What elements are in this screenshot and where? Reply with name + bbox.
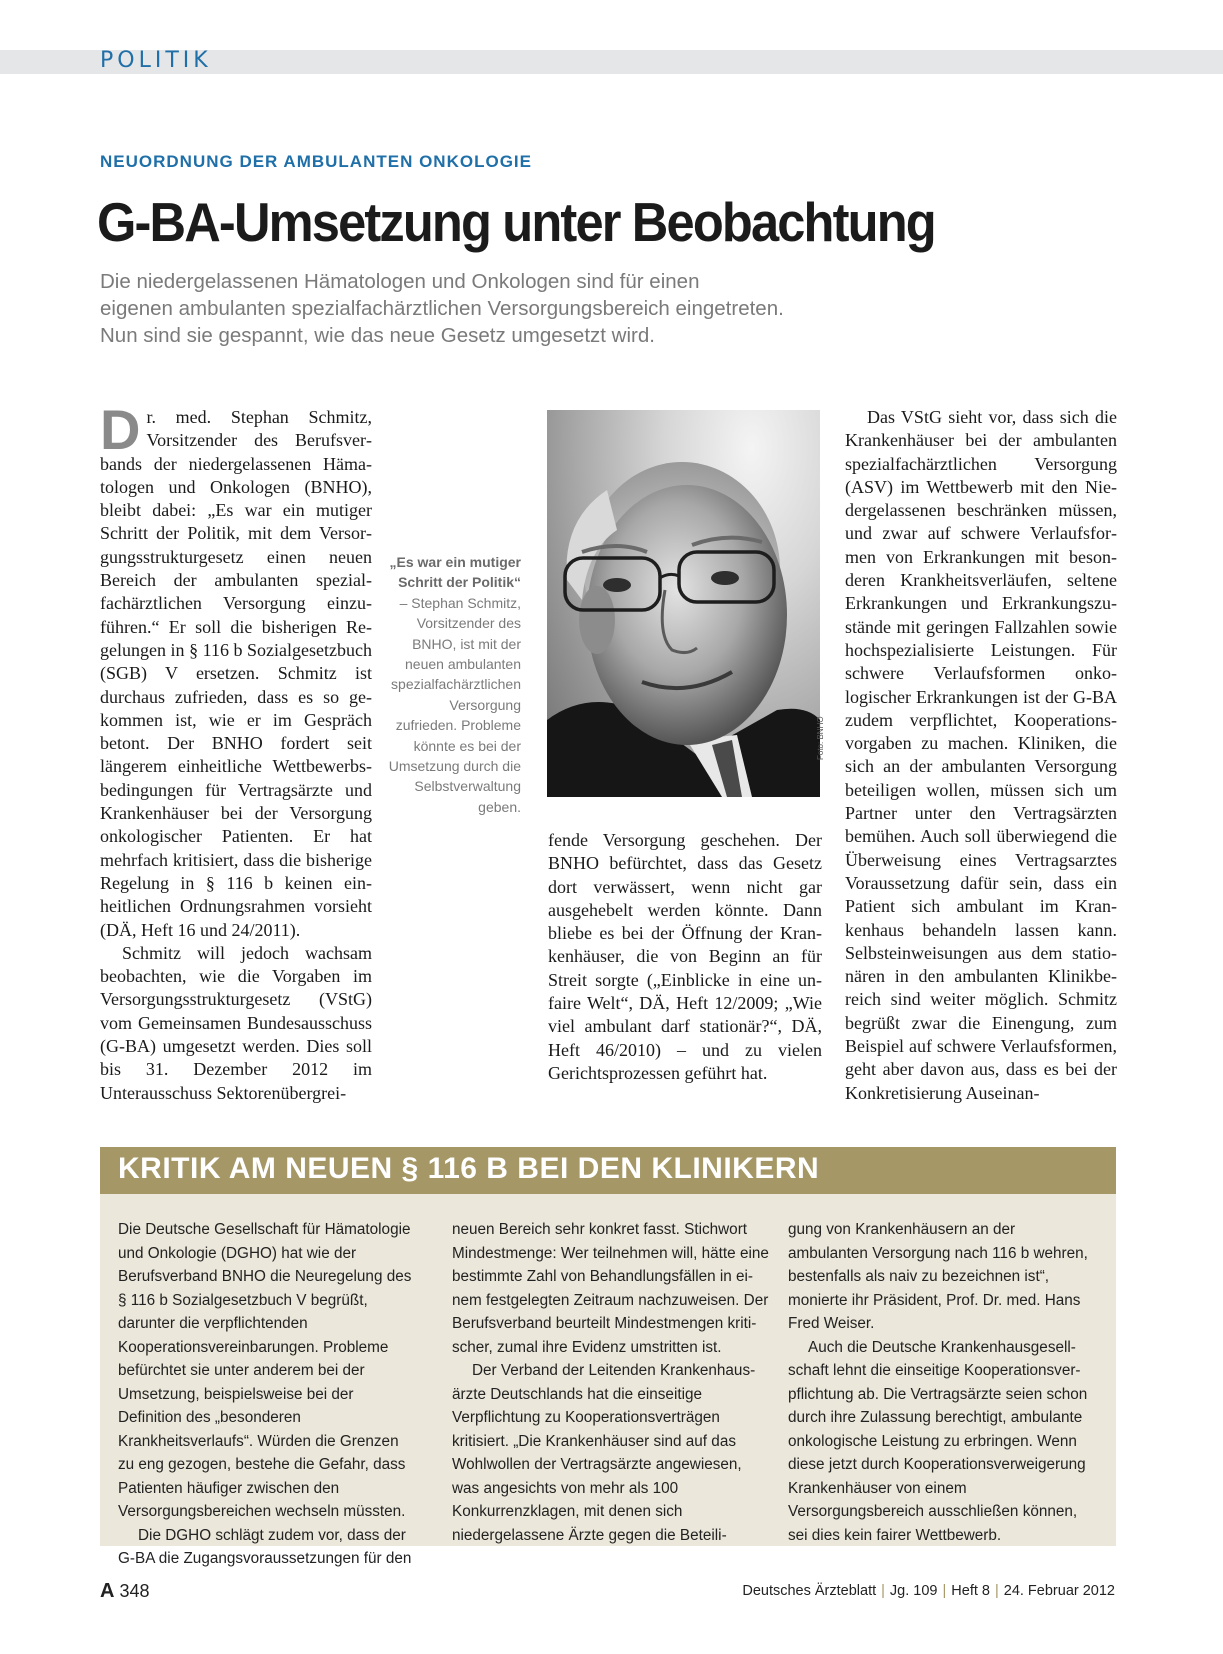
article-lead: Die niedergelassenen Hämatologen und Onkologen sind für einen eigenen ambulanten spezialfachärztlichen Versorgungsbereich eingetreten. Nun sind sie gespannt, wie das neue Gesetz umgesetzt wird.: [100, 270, 784, 347]
box-paragraph: Die DGHO schlägt zudem vor, dass der G-BA die Zugangsvoraussetzungen für den: [118, 1526, 412, 1567]
box-paragraph: Die Deutsche Gesellschaft für Hämatologie und Onkologie (DGHO) hat wie der Berufsverband BNHO die Neuregelung des § 116 b Sozialgesetzbuch V begrüßt, darunter die verpflichtenden Kooperationsvereinbarungen. Probleme befürchtet sie unter anderem bei der Umsetzung, beispielsweise bei der Definition des „besonderen Krankheitsverlaufs“. Würden die Grenzen zu eng gezogen, bestehe die Gefahr, dass Patienten häufiger zwischen den Versorgungsbereichen wechseln müssten.: [118, 1221, 412, 1520]
box-column-2: [452, 1218, 770, 1547]
photo-credit: Foto: BNHO: [816, 716, 825, 760]
article-column-1: [100, 398, 372, 1105]
box-paragraph: neuen Bereich sehr konkret fasst. Stichwort Mindestmenge: Wer teilnehmen will, hätte eine bestimmte Zahl von Behandlungsfällen in einem festgelegten Zeitraum nachzuweisen. Der Berufsverband beurteilt Mindestmengen kritischer, zumal ihre Evidenz umstritten ist.: [452, 1221, 769, 1356]
photo-caption: [388, 552, 521, 817]
page-prefix: A: [100, 1580, 115, 1602]
caption-text: – Stephan Schmitz, Vorsitzender des BNHO, ist mit der neuen ambulanten spezialfachärztlichen Versorgung zufrieden. Probleme könnte es bei der Umsetzung durch die Selbstverwaltung geben.: [388, 594, 521, 815]
article-column-2: [548, 829, 822, 1085]
paragraph-1-text: r. med. Stephan Schmitz, Vorsitzender des Berufsverbands der niedergelassenen Hämatologen und Onkologen (BNHO), bleibt dabei: „Es war ein mutiger Schritt der Politik, mit dem Versorgungsstrukturgesetz einen neuen Bereich der ambulanten spezialfachärztlichen Versorgung einzuführen.“ Er soll die bisherigen Regelungen in § 116 b Sozialgesetzbuch (SGB) V ersetzen. Schmitz ist durchaus zufrieden, dass es so gekommen ist, wie er im Gespräch betont. Der BNHO fordert seit längerem einheitliche Wettbewerbsbedingungen für Vertragsärzte und Krankenhäuser bei der Versorgung onkologischer Patienten. Er hat mehrfach kritisiert, dass die bisherige Regelung in § 116 b keinen einheitlichen Ordnungsrahmen vorsieht (DÄ, Heft 16 und 24/2011).: [100, 407, 372, 940]
box-paragraph: gung von Krankenhäusern an der ambulanten Versorgung nach 116 b wehren, bestenfalls als naiv zu bezeichnen ist“, monierte ihr Präsident, Prof. Dr. med. Hans Fred Weiser.: [788, 1221, 1088, 1332]
journal-volume: Jg. 109: [889, 1583, 938, 1599]
separator: |: [942, 1583, 947, 1599]
box-column-1: [118, 1218, 418, 1571]
box-column-3: [788, 1218, 1098, 1547]
article-kicker: NEUORDNUNG DER AMBULANTEN ONKOLOGIE: [100, 152, 532, 171]
page-number-value: 348: [119, 1581, 150, 1601]
portrait-photo: [547, 410, 820, 797]
article-headline: G-BA-Umsetzung unter Beobachtung: [97, 191, 935, 253]
box-paragraph: Der Verband der Leitenden Krankenhausärzte Deutschlands hat die einseitige Verpflichtung zu Kooperationsverträgen kritisiert. „Die Krankenhäuser sind auf das Wohlwollen der Vertragsärzte angewiesen, was angesichts von mehr als 100 Konkurrenzklagen, mit denen sich niedergelassene Ärzte gegen die Beteili-: [452, 1362, 756, 1544]
journal-issue: Heft 8: [951, 1583, 990, 1599]
paragraph-2: Schmitz will jedoch wachsam beobachten, wie die Vorgaben im Versorgungsstrukturgesetz (VStG) vom Gemeinsamen Bundesausschuss (G-BA) umgesetzt werden. Dies soll bis 31. Dezember 2012 im Unterausschuss Sektorenübergrei-: [100, 942, 372, 1103]
separator: |: [881, 1583, 885, 1599]
drop-cap: D: [100, 398, 141, 461]
article-column-3: [845, 406, 1117, 1105]
sidebar-box-title: KRITIK AM NEUEN § 116 B BEI DEN KLINIKERN: [118, 1152, 820, 1185]
footer-publication-info: [742, 1583, 1115, 1599]
paragraph-1: [100, 398, 372, 942]
journal-name: Deutsches Ärzteblatt: [742, 1583, 877, 1599]
section-label: POLITIK: [100, 48, 212, 73]
separator: |: [994, 1583, 999, 1599]
caption-quote: „Es war ein mutiger Schritt der Politik“: [389, 554, 521, 591]
page-number: [100, 1580, 150, 1603]
paragraph-4: Das VStG sieht vor, dass sich die Krankenhäuser bei der ambulanten spezialfachärztlichen Versorgung (ASV) im Wettbewerb mit den Niedergelassenen beschränken müssen, und zwar auf schwere Verlaufsformen von Erkrankungen mit besonderen Krankheitsverläufen, seltene Erkrankungen und Erkrankungszustände mit geringen Fallzahlen sowie hochspezialisierte Leistungen. Für schwere Verlaufsformen onkologischer Erkrankungen ist der G-BA zudem verpflichtet, Kooperationsvorgaben zu machen. Kliniken, die sich an der ambulanten Versorgung beteiligen wollen, müssen sich um Partner unter den Vertragsärzten bemühen. Auch soll überwiegend die Überweisung eines Vertragsarztes Voraussetzung dafür sein, dass ein Patient sich ambulant im Krankenhaus behandeln lassen kann. Selbsteinweisungen aus dem stationären in den ambulanten Klinikbereich sind weiter möglich. Schmitz begrüßt zwar die Einengung, zum Beispiel auf schwere Verlaufsformen, geht aber davon aus, dass es bei der Konkretisierung Auseinan-: [845, 407, 1117, 1103]
box-paragraph: Auch die Deutsche Krankenhausgesellschaft lehnt die einseitige Kooperationsverpflichtung ab. Die Vertragsärzte seien schon durch ihre Zulassung berechtigt, ambulante onkologische Leistung zu erbringen. Wenn diese jetzt durch Kooperationsverweigerung Krankenhäuser von einem Versorgungsbereich ausschließen können, sei dies kein fairer Wettbewerb.: [788, 1338, 1088, 1544]
portrait-illustration: [547, 410, 820, 797]
issue-date: 24. Februar 2012: [1003, 1583, 1115, 1599]
paragraph-3: fende Versorgung geschehen. Der BNHO befürchtet, dass das Gesetz dort verwässert, wenn nicht gar ausgehebelt werden könnte. Dann bliebe es bei der Öffnung der Krankenhäuser, die von Beginn an für Streit sorgte („Einblicke in eine unfaire Welt“, DÄ, Heft 12/2009; „Wie viel ambulant darf stationär?“, DÄ, Heft 46/2010) – und zu vielen Gerichtsprozessen geführt hat.: [548, 830, 822, 1083]
